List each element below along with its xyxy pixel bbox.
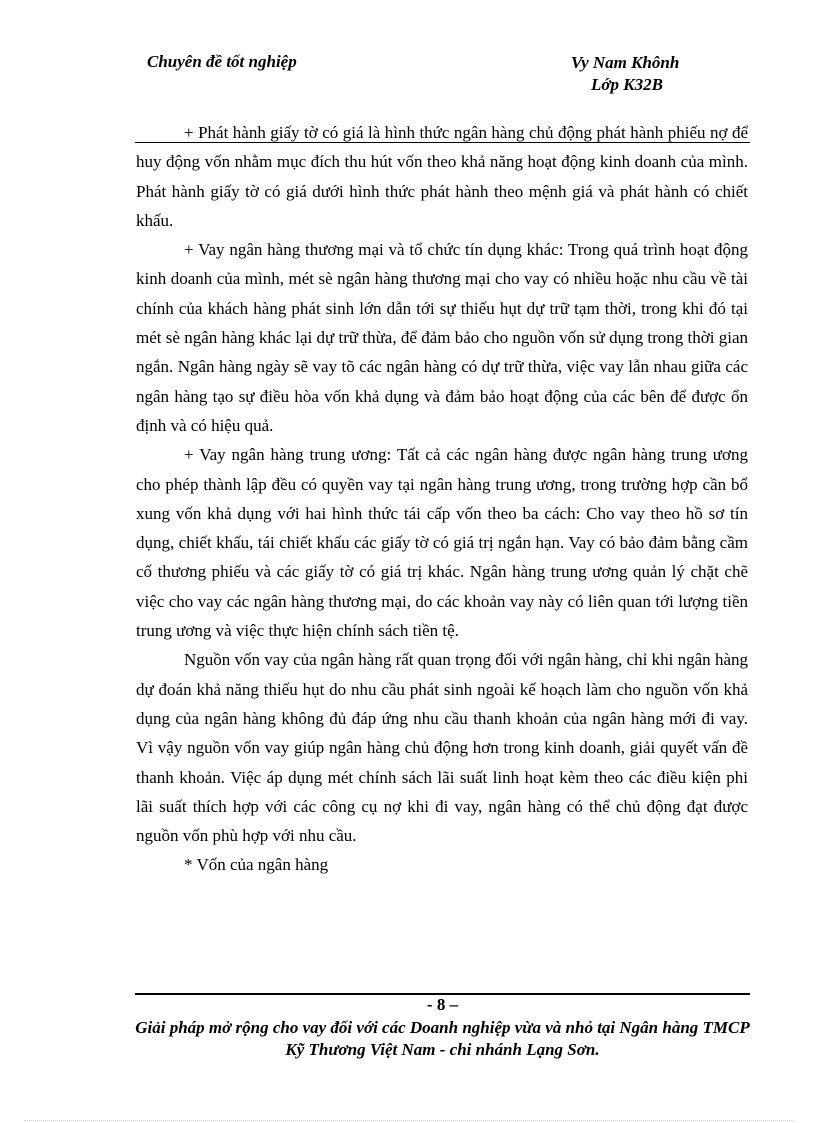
- paragraph-interbank-loans: + Vay ngân hàng thương mại và tổ chức tín dụng khác: Trong quá trình hoạt động kinh doanh của mình, mét sè ngân hàng thương mại cho vay có nhiều hoặc nhu cầu về tài chính của khách hàng phát sinh lớn dẫn tới sự thiếu hụt dự trữ tạm thời, trong khi đó tại mét sè ngân hàng khác lại dự trữ thừa, để đảm bảo cho nguồn vốn sử dụng trong thời gian ngắn. Ngân hàng ngày sẽ vay tõ các ngân hàng có dự trữ thừa, việc vay lẫn nhau giữa các ngân hàng tạo sự điều hòa vốn khả dụng và đảm bảo hoạt động của các bên để được ổn định và có hiệu quả.: [136, 240, 748, 435]
- header-document-type: Chuyên đề tốt nghiệp: [147, 52, 297, 71]
- header-class: Lớp K32B: [591, 75, 663, 94]
- footer-thesis-title: Giải pháp mở rộng cho vay đối với các Doanh nghiệp vừa và nhỏ tại Ngân hàng TMCP Kỹ Thương Việt Nam - chi nhánh Lạng Sơn.: [135, 1018, 750, 1059]
- header-author: Vy Nam Khônh: [571, 53, 680, 72]
- paragraph-borrowed-capital: Nguồn vốn vay của ngân hàng rất quan trọng đối với ngân hàng, chỉ khi ngân hàng dự đoán khả năng thiếu hụt do nhu cầu phát sinh ngoài kế hoạch làm cho nguồn vốn khả dụng của ngân hàng không đủ đáp ứng nhu cầu thanh khoản của ngân hàng mới đi vay. Vì vậy nguồn vốn vay giúp ngân hàng chủ động hơn trong kinh doanh, giải quyết vấn đề thanh khoản. Việc áp dụng mét chính sách lãi suất linh hoạt kèm theo các điều kiện phi lãi suất thích hợp với các công cụ nợ khi đi vay, ngân hàng có thể chủ động đạt được nguồn vốn phù hợp với nhu cầu.: [136, 650, 748, 846]
- body-text: [136, 118, 748, 880]
- page-header: [135, 48, 750, 96]
- paragraph-issuing-papers: + Phát hành giấy tờ có giá là hình thức ngân hàng chủ động phát hành phiếu nợ để huy động vốn nhằm mục đích thu hút vốn theo khả năng hoạt động kinh doanh của mình. Phát hành giấy tờ có giá dưới hình thức phát hành theo mệnh giá và phát hành có chiết khấu.: [136, 123, 748, 230]
- paragraph-central-bank-loans: + Vay ngân hàng trung ương: Tất cả các ngân hàng được ngân hàng trung ương cho phép thành lập đều có quyền vay tại ngân hàng trung ương, trong trường hợp cần bổ xung vốn khả dụng với hai hình thức tái cấp vốn theo ba cách: Cho vay theo hồ sơ tín dụng, chiết khấu, tái chiết khấu các giấy tờ có giá trị ngắn hạn. Vay có bảo đảm bằng cầm cố thương phiếu và các giấy tờ có giá trị khác. Ngân hàng trung ương quản lý chặt chẽ việc cho vay các ngân hàng thương mại, do các khoản vay này có liên quan tới lượng tiền trung ương và việc thực hiện chính sách tiền tệ.: [136, 445, 748, 641]
- page-bottom-edge: [24, 1120, 794, 1121]
- page-footer: [135, 994, 750, 1061]
- header-author-block: [571, 52, 679, 96]
- page-number: - 8 –: [426, 995, 459, 1014]
- paragraph-bank-capital-heading: * Vốn của ngân hàng: [184, 855, 329, 875]
